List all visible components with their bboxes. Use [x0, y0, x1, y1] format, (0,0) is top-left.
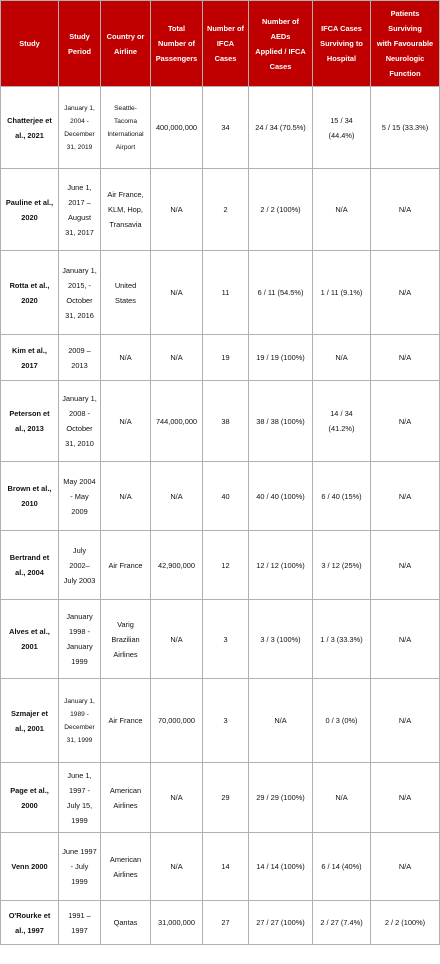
- passengers-cell: 31,000,000: [151, 901, 203, 945]
- study-cell: Alves et al., 2001: [1, 600, 59, 679]
- table-row: [1, 381, 440, 462]
- aeds-cell: 2 / 2 (100%): [249, 169, 313, 251]
- passengers-cell: N/A: [151, 169, 203, 251]
- period-cell: May 2004 - May 2009: [59, 462, 101, 531]
- table-row: [1, 763, 440, 833]
- period-cell: January 1, 2004 - December 31, 2019: [59, 87, 101, 169]
- aeds-cell: 6 / 11 (54.5%): [249, 251, 313, 335]
- period-cell: January 1, 2015, - October 31, 2016: [59, 251, 101, 335]
- header-surviving-hospital: IFCA Cases Surviving to Hospital: [313, 1, 371, 87]
- table-row: [1, 335, 440, 381]
- neuro-cell: N/A: [371, 462, 440, 531]
- study-cell: Kim et al., 2017: [1, 335, 59, 381]
- period-cell: June 1997 - July 1999: [59, 833, 101, 901]
- country-cell: American Airlines: [101, 763, 151, 833]
- study-cell: O'Rourke et al., 1997: [1, 901, 59, 945]
- table-row: [1, 833, 440, 901]
- table-row: [1, 531, 440, 600]
- neuro-cell: N/A: [371, 381, 440, 462]
- aeds-cell: 24 / 34 (70.5%): [249, 87, 313, 169]
- aeds-cell: 29 / 29 (100%): [249, 763, 313, 833]
- passengers-cell: 42,900,000: [151, 531, 203, 600]
- header-study: Study: [1, 1, 59, 87]
- cases-cell: 3: [203, 679, 249, 763]
- table-row: [1, 169, 440, 251]
- study-cell: Rotta et al., 2020: [1, 251, 59, 335]
- cases-cell: 19: [203, 335, 249, 381]
- study-cell: Page et al., 2000: [1, 763, 59, 833]
- country-cell: N/A: [101, 462, 151, 531]
- country-cell: N/A: [101, 381, 151, 462]
- neuro-cell: N/A: [371, 335, 440, 381]
- header-row: [1, 1, 440, 87]
- aeds-cell: 27 / 27 (100%): [249, 901, 313, 945]
- surviving-cell: N/A: [313, 335, 371, 381]
- aeds-cell: 3 / 3 (100%): [249, 600, 313, 679]
- country-cell: N/A: [101, 335, 151, 381]
- surviving-cell: 6 / 14 (40%): [313, 833, 371, 901]
- table-row: [1, 679, 440, 763]
- surviving-cell: 0 / 3 (0%): [313, 679, 371, 763]
- country-cell: Varig Brazilian Airlines: [101, 600, 151, 679]
- country-cell: Seattle-Tacoma International Airport: [101, 87, 151, 169]
- aeds-cell: 19 / 19 (100%): [249, 335, 313, 381]
- neuro-cell: 5 / 15 (33.3%): [371, 87, 440, 169]
- passengers-cell: 744,000,000: [151, 381, 203, 462]
- surviving-cell: 6 / 40 (15%): [313, 462, 371, 531]
- surviving-cell: 1 / 11 (9.1%): [313, 251, 371, 335]
- header-aeds-applied: Number of AEDs Applied / IFCA Cases: [249, 1, 313, 87]
- table-row: [1, 901, 440, 945]
- passengers-cell: 70,000,000: [151, 679, 203, 763]
- neuro-cell: N/A: [371, 600, 440, 679]
- country-cell: Air France, KLM, Hop, Transavia: [101, 169, 151, 251]
- neuro-cell: 2 / 2 (100%): [371, 901, 440, 945]
- country-cell: United States: [101, 251, 151, 335]
- country-cell: Air France: [101, 679, 151, 763]
- period-cell: January 1, 1989 - December 31, 1999: [59, 679, 101, 763]
- study-cell: Szmajer et al., 2001: [1, 679, 59, 763]
- period-cell: June 1, 1997 - July 15, 1999: [59, 763, 101, 833]
- passengers-cell: N/A: [151, 763, 203, 833]
- study-cell: Pauline et al., 2020: [1, 169, 59, 251]
- neuro-cell: N/A: [371, 531, 440, 600]
- aeds-cell: N/A: [249, 679, 313, 763]
- cases-cell: 12: [203, 531, 249, 600]
- header-favourable-neuro: Patients Surviving with Favourable Neurologic Function: [371, 1, 440, 87]
- cases-cell: 38: [203, 381, 249, 462]
- header-study-period: Study Period: [59, 1, 101, 87]
- surviving-cell: 15 / 34 (44.4%): [313, 87, 371, 169]
- neuro-cell: N/A: [371, 833, 440, 901]
- surviving-cell: 14 / 34 (41.2%): [313, 381, 371, 462]
- surviving-cell: 1 / 3 (33.3%): [313, 600, 371, 679]
- cases-cell: 27: [203, 901, 249, 945]
- cases-cell: 3: [203, 600, 249, 679]
- cases-cell: 34: [203, 87, 249, 169]
- table-row: [1, 462, 440, 531]
- cases-cell: 2: [203, 169, 249, 251]
- passengers-cell: N/A: [151, 251, 203, 335]
- neuro-cell: N/A: [371, 679, 440, 763]
- surviving-cell: 3 / 12 (25%): [313, 531, 371, 600]
- country-cell: American Airlines: [101, 833, 151, 901]
- aeds-cell: 14 / 14 (100%): [249, 833, 313, 901]
- passengers-cell: 400,000,000: [151, 87, 203, 169]
- period-cell: July 2002– July 2003: [59, 531, 101, 600]
- passengers-cell: N/A: [151, 600, 203, 679]
- cases-cell: 29: [203, 763, 249, 833]
- cases-cell: 11: [203, 251, 249, 335]
- study-cell: Chatterjee et al., 2021: [1, 87, 59, 169]
- header-total-passengers: Total Number of Passengers: [151, 1, 203, 87]
- study-cell: Brown et al., 2010: [1, 462, 59, 531]
- neuro-cell: N/A: [371, 763, 440, 833]
- country-cell: Air France: [101, 531, 151, 600]
- study-cell: Bertrand et al., 2004: [1, 531, 59, 600]
- period-cell: January 1, 2008 - October 31, 2010: [59, 381, 101, 462]
- aeds-cell: 40 / 40 (100%): [249, 462, 313, 531]
- header-country-airline: Country or Airline: [101, 1, 151, 87]
- aeds-cell: 12 / 12 (100%): [249, 531, 313, 600]
- surviving-cell: 2 / 27 (7.4%): [313, 901, 371, 945]
- period-cell: June 1, 2017 – August 31, 2017: [59, 169, 101, 251]
- country-cell: Qantas: [101, 901, 151, 945]
- neuro-cell: N/A: [371, 169, 440, 251]
- table-row: [1, 87, 440, 169]
- surviving-cell: N/A: [313, 763, 371, 833]
- header-ifca-cases: Number of IFCA Cases: [203, 1, 249, 87]
- table-row: [1, 600, 440, 679]
- cases-cell: 14: [203, 833, 249, 901]
- neuro-cell: N/A: [371, 251, 440, 335]
- study-cell: Peterson et al., 2013: [1, 381, 59, 462]
- aeds-cell: 38 / 38 (100%): [249, 381, 313, 462]
- table-row: [1, 251, 440, 335]
- surviving-cell: N/A: [313, 169, 371, 251]
- passengers-cell: N/A: [151, 462, 203, 531]
- period-cell: January 1998 - January 1999: [59, 600, 101, 679]
- passengers-cell: N/A: [151, 833, 203, 901]
- passengers-cell: N/A: [151, 335, 203, 381]
- study-cell: Venn 2000: [1, 833, 59, 901]
- cases-cell: 40: [203, 462, 249, 531]
- table-body: [1, 87, 440, 945]
- period-cell: 1991 – 1997: [59, 901, 101, 945]
- period-cell: 2009 – 2013: [59, 335, 101, 381]
